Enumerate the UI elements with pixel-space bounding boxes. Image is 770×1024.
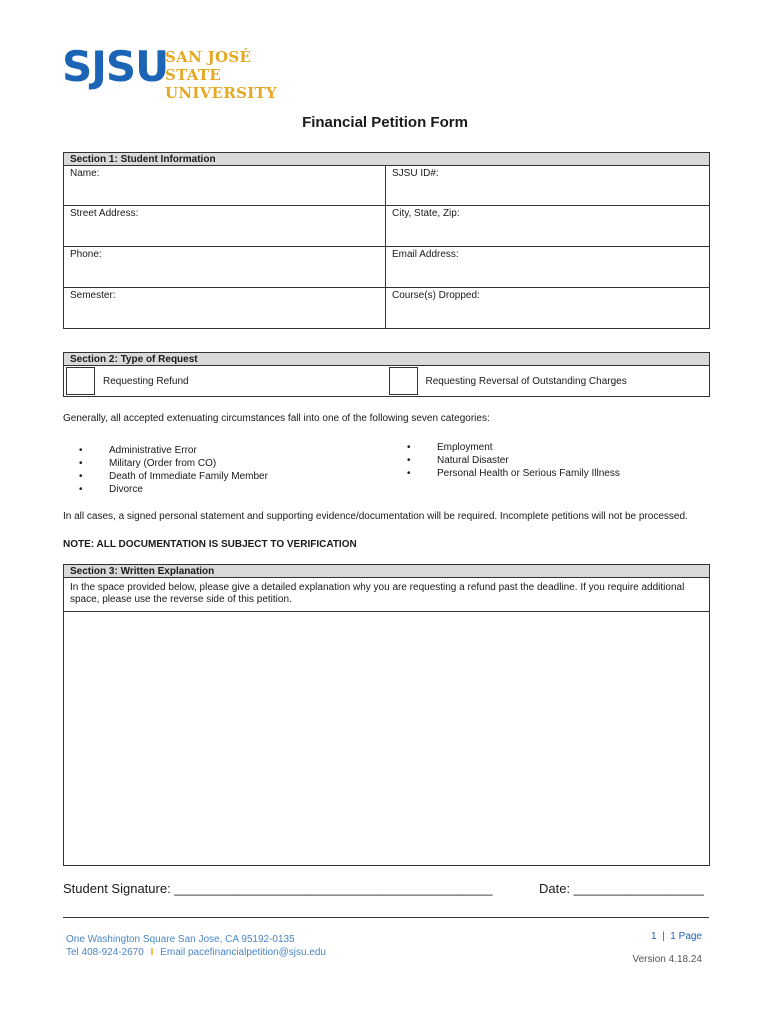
section1-header: Section 1: Student Information bbox=[64, 153, 709, 166]
semester-field[interactable]: Semester: bbox=[64, 288, 386, 328]
sjsu-logo bbox=[62, 42, 292, 102]
list-item: • Employment bbox=[407, 441, 620, 454]
footer-contact-line bbox=[66, 946, 326, 959]
sjsu-id-field[interactable]: SJSU ID#: bbox=[392, 168, 439, 179]
section-type-of-request bbox=[63, 352, 710, 397]
refund-option-label: Requesting Refund bbox=[103, 375, 189, 387]
reversal-option-label: Requesting Reversal of Outstanding Charges bbox=[425, 375, 627, 387]
version-label: Version 4.18.24 bbox=[632, 954, 702, 965]
phone-field[interactable]: Phone: bbox=[64, 247, 386, 287]
courses-dropped-field[interactable]: Course(s) Dropped: bbox=[392, 290, 480, 301]
request-options bbox=[64, 366, 709, 396]
info-row bbox=[64, 205, 709, 246]
footer-address: One Washington Square San Jose, CA 95192-0135 bbox=[66, 934, 295, 945]
categories-list-right bbox=[407, 441, 620, 480]
logo-wordmark bbox=[165, 48, 292, 102]
verification-note: NOTE: ALL DOCUMENTATION IS SUBJECT TO VERIFICATION bbox=[63, 539, 357, 550]
student-signature-line[interactable]: Student Signature: ____________________________________________ bbox=[63, 881, 493, 896]
footer-email[interactable]: Email pacefinancialpetition@sjsu.edu bbox=[160, 947, 326, 958]
page-title: Financial Petition Form bbox=[302, 114, 468, 131]
info-row bbox=[64, 287, 709, 328]
logo-line-2: UNIVERSITY bbox=[165, 84, 278, 102]
footer-separator: I bbox=[150, 947, 154, 958]
logo-mark: SJSU bbox=[62, 42, 169, 91]
info-row bbox=[64, 166, 709, 205]
explanation-instructions: In the space provided below, please give a detailed explanation why you are requesting a refund past the deadline. If you require additional space, please use the reverse side of this petition. bbox=[64, 578, 709, 612]
refund-option bbox=[64, 366, 387, 396]
reversal-checkbox[interactable] bbox=[389, 367, 418, 395]
list-item: • Death of Immediate Family Member bbox=[79, 470, 268, 483]
categories-intro: Generally, all accepted extenuating circumstances fall into one of the following seven categories: bbox=[63, 413, 490, 424]
reversal-option bbox=[387, 366, 710, 396]
street-address-field[interactable]: Street Address: bbox=[64, 206, 386, 246]
name-field[interactable]: Name: bbox=[64, 166, 386, 205]
list-item: • Personal Health or Serious Family Illness bbox=[407, 467, 620, 480]
date-line[interactable]: Date: __________________ bbox=[539, 881, 704, 896]
section3-header: Section 3: Written Explanation bbox=[64, 565, 709, 578]
list-item: • Administrative Error bbox=[79, 444, 268, 457]
logo-line-1: SAN JOSÉ STATE bbox=[165, 48, 252, 84]
page-number: 1 | 1 Page bbox=[651, 931, 702, 942]
footer-tel: Tel 408-924-2670 bbox=[66, 947, 144, 958]
section2-header: Section 2: Type of Request bbox=[64, 353, 709, 366]
footer-contact bbox=[66, 933, 326, 959]
section-student-information bbox=[63, 152, 710, 329]
explanation-textarea[interactable] bbox=[64, 612, 709, 863]
city-state-zip-field[interactable]: City, State, Zip: bbox=[392, 208, 460, 219]
footer-divider bbox=[63, 917, 709, 918]
info-row bbox=[64, 246, 709, 287]
section-written-explanation bbox=[63, 564, 710, 866]
email-address-field[interactable]: Email Address: bbox=[392, 249, 459, 260]
list-item: • Natural Disaster bbox=[407, 454, 620, 467]
list-item: • Divorce bbox=[79, 483, 268, 496]
list-item: • Military (Order from CO) bbox=[79, 457, 268, 470]
all-cases-statement: In all cases, a signed personal statement and supporting evidence/documentation will be required. Incomplete petitions will not be processed. bbox=[63, 511, 688, 522]
refund-checkbox[interactable] bbox=[66, 367, 95, 395]
categories-list-left bbox=[79, 444, 268, 496]
